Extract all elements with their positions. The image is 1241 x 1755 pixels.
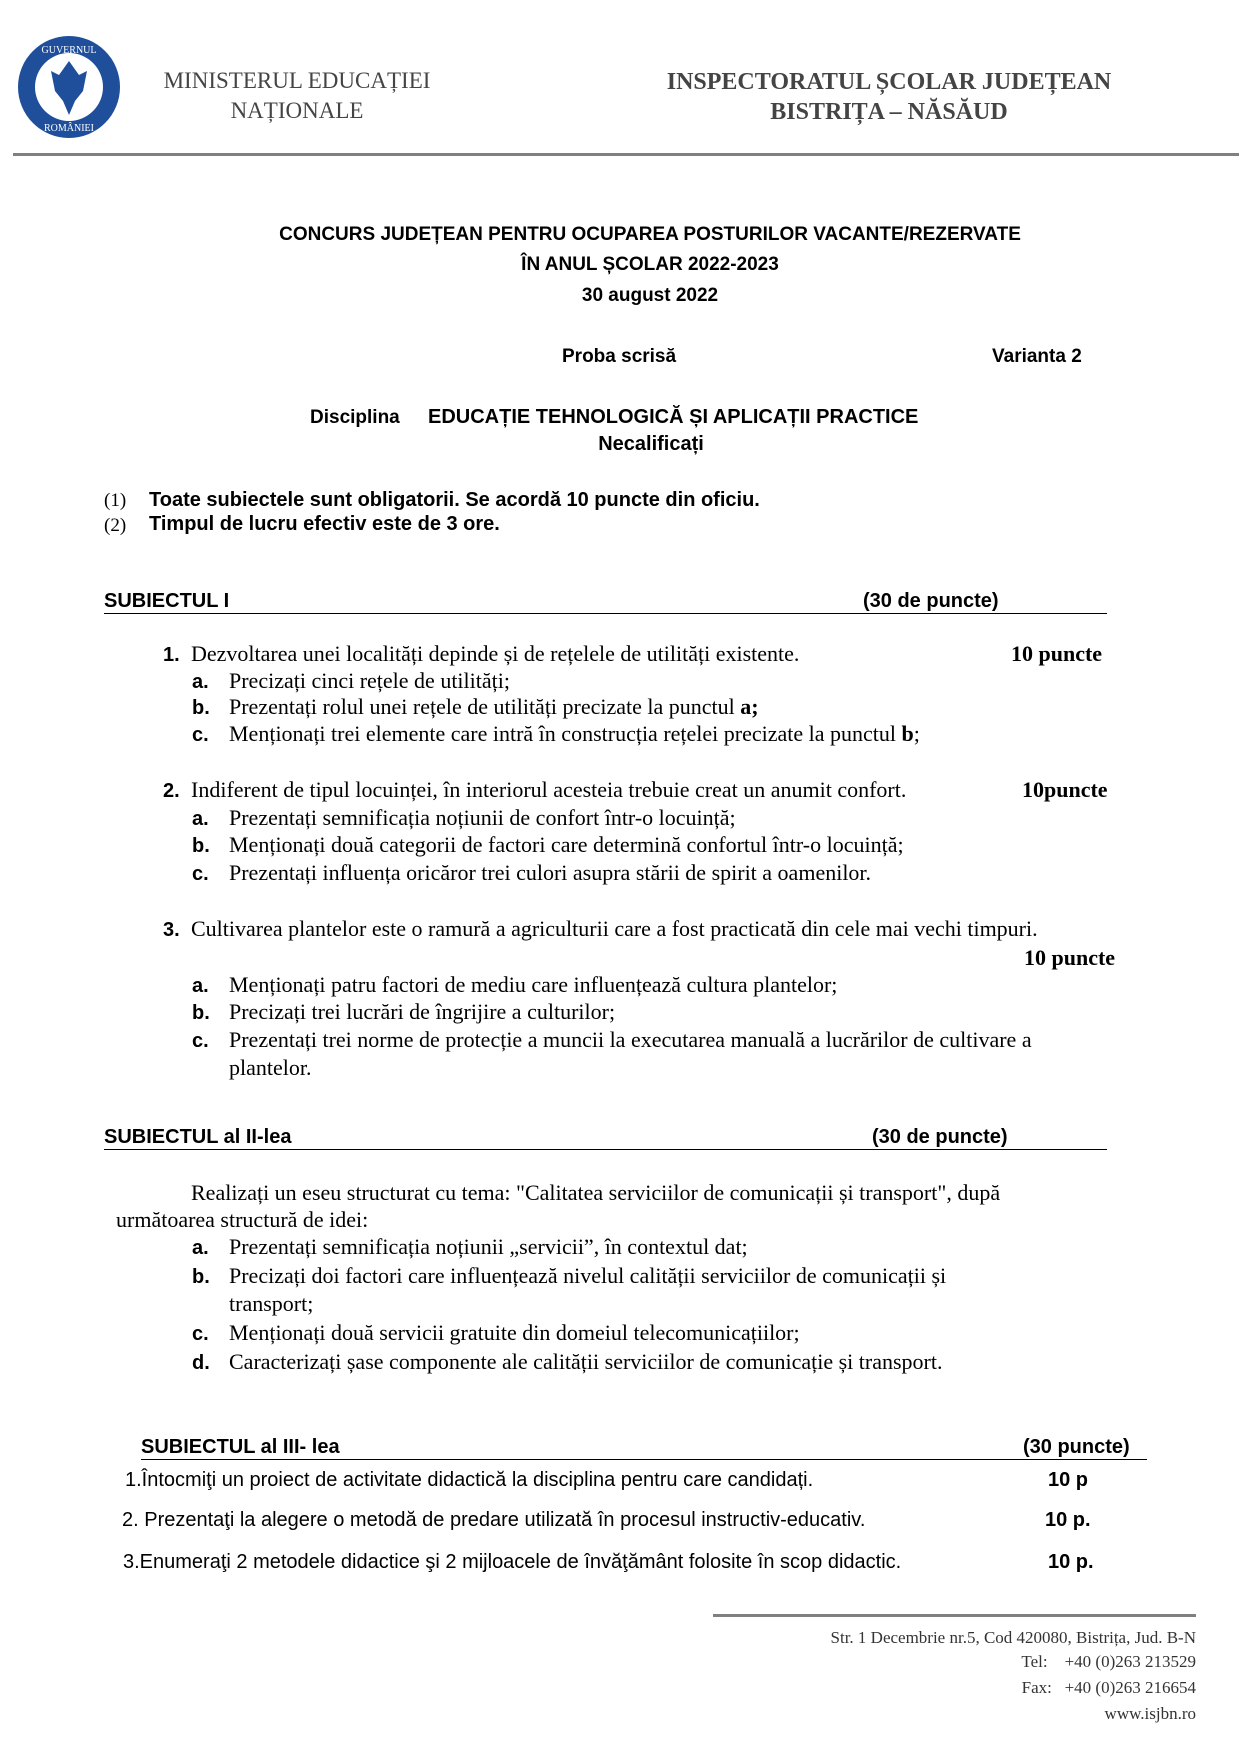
inspectorate-name [667,67,1112,127]
item-text-part: ; [913,721,920,746]
question-points: 10puncte [1022,777,1108,802]
item-text: Prezentați trei norme de protecție a muncii la executarea manuală a lucrărilor de cultivare a [229,1027,1032,1052]
question-number: 1. [163,644,180,666]
logo-text: GUVERNUL [41,45,97,56]
essay-intro: următoarea structură de idei: [116,1207,369,1232]
item-letter: a. [192,808,209,830]
footer-website[interactable]: www.isjbn.ro [1104,1704,1196,1723]
item-text-part: Prezentați rolul unei rețele de utilități precizate la punctul [229,694,741,719]
footer-fax: Fax: +40 (0)263 216654 [1021,1678,1196,1697]
item-letter: b. [192,697,210,719]
question-text: Indiferent de tipul locuinței, în interiorul acesteia trebuie creat un anumit confort. [191,777,907,802]
question-text: Cultivarea plantelor este o ramură a agriculturii care a fost practicată din cele mai vechi timpuri. [191,916,1038,941]
subject-3-title: SUBIECTUL al III- lea [141,1436,340,1458]
question-number: 3. [163,919,180,941]
question-points: 10 puncte [1011,641,1103,666]
item-letter: c. [192,1323,209,1345]
item-text: Precizați doi factori care influențează nivelul calității serviciilor de comunicații și [229,1263,947,1288]
item-letter: b. [192,1002,210,1024]
discipline-label: Disciplina [310,407,400,428]
item-letter: a. [192,975,209,997]
discipline-name: EDUCAȚIE TEHNOLOGICĂ ȘI APLICAȚII PRACTICE [428,406,919,428]
ministry-line: MINISTERUL EDUCAȚIEI [163,68,431,93]
task-text: 1.Întocmiţi un proiect de activitate didactică la disciplina pentru care candidați. [125,1469,814,1491]
exam-type: Proba scrisă [562,346,677,367]
task-points: 10 p. [1045,1509,1091,1531]
subject-1-title: SUBIECTUL I [104,590,230,612]
item-text: Menționați două categorii de factori care determină confortul într-o locuință; [229,832,904,857]
note-text: Timpul de lucru efectiv este de 3 ore. [149,513,500,535]
svg-text:ROMÂNIEI: ROMÂNIEI [44,123,94,134]
note-number: (1) [104,490,127,511]
subject-1-underline [104,613,1107,614]
question-number: 2. [163,780,180,802]
item-text: Precizați trei lucrări de îngrijire a culturilor; [229,999,616,1024]
school-year: ÎN ANUL ȘCOLAR 2022-2023 [521,254,779,275]
variant: Varianta 2 [992,346,1082,367]
subject-1-points: (30 de puncte) [863,590,999,612]
item-letter: c. [192,863,209,885]
category: Necalificați [598,433,704,455]
ministry-line: NAȚIONALE [230,98,364,123]
item-text: Prezentați influența oricăror trei culori asupra stării de spirit a oamenilor. [229,860,872,885]
item-letter: b. [192,1266,210,1288]
header-divider [13,153,1239,156]
footer-address: Str. 1 Decembrie nr.5, Cod 420080, Bistrița, Jud. B-N [830,1628,1196,1647]
subject-2-title: SUBIECTUL al II-lea [104,1126,292,1148]
inspectorate-line: INSPECTORATUL ȘCOLAR JUDEȚEAN [666,69,1112,95]
item-text-bold: b [901,721,914,746]
item-text [229,723,920,745]
item-letter: a. [192,1237,209,1259]
item-letter: c. [192,1030,209,1052]
ministry-name [164,66,431,126]
item-letter: b. [192,835,210,857]
item-text [229,696,759,718]
exam-date: 30 august 2022 [581,285,719,306]
task-points: 10 p. [1048,1551,1094,1573]
inspectorate-line: BISTRIȚA – NĂSĂUD [770,99,1008,125]
question-text: Dezvoltarea unei localități depinde și de rețelele de utilități existente. [191,641,800,666]
item-text: Menționați patru factori de mediu care influențează cultura plantelor; [229,972,838,997]
question-points: 10 puncte [1024,945,1116,970]
item-text-part: Menționați trei elemente care intră în construcția rețelei precizate la punctul [229,721,902,746]
item-text: Prezentați semnificația noțiunii „servicii”, în contextul dat; [229,1234,748,1259]
item-text: Caracterizați șase componente ale calității serviciilor de comunicație și transport. [229,1349,943,1374]
government-logo [17,35,121,139]
item-letter: c. [192,724,209,746]
item-text: Precizați cinci rețele de utilități; [229,668,510,693]
item-text: plantelor. [229,1055,312,1080]
task-text: 2. Prezentaţi la alegere o metodă de predare utilizată în procesul instructiv-educativ. [122,1509,866,1531]
note-text: Toate subiectele sunt obligatorii. Se acordă 10 puncte din oficiu. [149,489,760,511]
subject-3-underline [141,1459,1147,1460]
footer-tel: Tel: +40 (0)263 213529 [1021,1652,1196,1671]
subject-2-underline [104,1149,1107,1150]
item-letter: a. [192,671,209,693]
item-text-bold: a; [740,694,759,719]
item-text: Menționați două servicii gratuite din domeiul telecomunicațiilor; [229,1320,800,1345]
essay-intro: Realizați un eseu structurat cu tema: "Calitatea serviciilor de comunicații și transport", după [191,1180,1001,1205]
subject-2-points: (30 de puncte) [872,1126,1008,1148]
task-points: 10 p [1048,1469,1089,1491]
item-text: Prezentați semnificația noțiunii de confort într-o locuință; [229,805,736,830]
item-text: transport; [229,1291,314,1316]
item-letter: d. [192,1352,210,1374]
task-text: 3.Enumeraţi 2 metodele didactice şi 2 mijloacele de învăţământ folosite în scop didactic. [123,1551,902,1573]
subject-3-points: (30 puncte) [1023,1436,1130,1458]
footer-divider [713,1614,1196,1617]
contest-title: CONCURS JUDEȚEAN PENTRU OCUPAREA POSTURILOR VACANTE/REZERVATE [279,224,1021,245]
note-number: (2) [104,515,127,536]
